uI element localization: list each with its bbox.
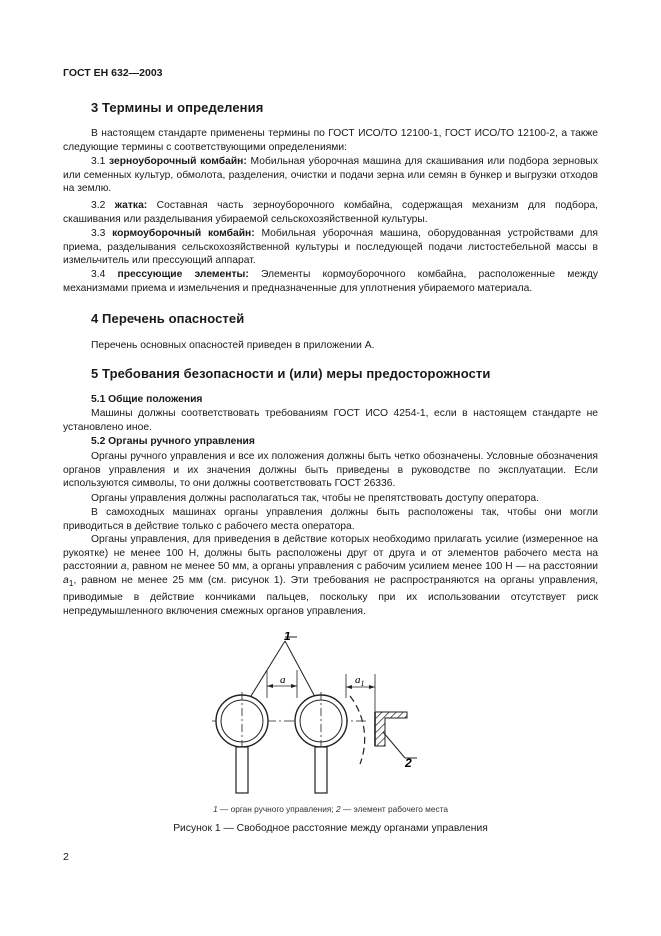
control-lever-left bbox=[236, 747, 248, 793]
section-3-intro: В настоящем стандарте применены термины по ГОСТ ИСО/ТО 12100-1, ГОСТ ИСО/ТО 12100-2, а также следующие термины с соответствующими определениями: bbox=[63, 128, 598, 153]
leader-2 bbox=[383, 732, 405, 758]
figure-label-2: 2 bbox=[405, 756, 412, 770]
page-number: 2 bbox=[63, 851, 69, 863]
section-5-title: 5 Требования безопасности и (или) меры предосторожности bbox=[91, 366, 491, 381]
section-5-1-text: Машины должны соответствовать требованиям ГОСТ ИСО 4254-1, если в настоящем стандарте не установлено иное. bbox=[63, 408, 598, 433]
term-3-3: 3.3 кормоуборочный комбайн: Мобильная уборочная машина, оборудованная устройствами для приема, разделывания сельскохозяйственной культуры и последующей подачи листостебельной массы в измельчитель или прессующий аппарат. bbox=[63, 228, 598, 267]
dim-a1-arrow-right bbox=[369, 685, 375, 689]
section-4-text: Перечень основных опасностей приведен в приложении А. bbox=[91, 340, 375, 351]
figure-label-1: 1 bbox=[284, 632, 291, 643]
dim-a1-label: $a_1$ bbox=[355, 674, 365, 688]
document-code: ГОСТ ЕН 632—2003 bbox=[63, 67, 163, 79]
section-3-title: 3 Термины и определения bbox=[91, 100, 264, 115]
section-5-1-title: 5.1 Общие положения bbox=[91, 394, 203, 405]
term-3-4: 3.4 прессующие элементы: Элементы кормоуборочного комбайна, расположенные между механизмами приема и измельчения и предназначенные для уплотнения убираемого материала. bbox=[63, 269, 598, 294]
section-5-2-para-1: Органы ручного управления и все их положения должны быть четко обозначены. Условные обозначения органов управления и их значения должны быть приведены в руководстве по эксплуатации. Если используются символы, то они должны соответствовать ГОСТ 26336. bbox=[63, 451, 598, 490]
figure-1-drawing bbox=[200, 632, 450, 797]
dim-a-label: a bbox=[280, 674, 286, 686]
figure-legend: 1 — орган ручного управления; 2 — элемент рабочего места bbox=[213, 804, 448, 814]
section-5-2-title: 5.2 Органы ручного управления bbox=[91, 436, 255, 447]
term-3-1: 3.1 зерноуборочный комбайн: Мобильная уборочная машина для скашивания или подбора зерновых или семенных культур, обмолота, разделения, очистки и подачи зерна или семян в бункер и выгрузки отходов на землю. bbox=[63, 156, 598, 195]
control-lever-right bbox=[315, 747, 327, 793]
section-5-2-para-2: Органы управления должны располагаться так, чтобы не препятствовать доступу оператора. bbox=[91, 493, 539, 504]
swing-arc bbox=[350, 696, 365, 764]
dim-a-arrow-right bbox=[291, 684, 297, 688]
section-5-2-para-4: Органы управления, для приведения в действие которых необходимо прилагать усилие (измеренное на рукоятке) не менее 100 Н, должны быть расположены друг от друга и от элементов рабочего места на расстоянии а, равном не менее 50 мм, а органы управления с рабочим усилием менее 100 Н — на расстоянии $а_1$, равном не менее 25 мм (см. рисунок 1). Эти требования не распространяются на органы управления, приводимые в действие кончиками пальцев, поскольку при их использовании отсутствует риск непредумышленного включения смежных органов управления. bbox=[63, 534, 598, 617]
section-5-2-para-3: В самоходных машинах органы управления должны быть расположены так, чтобы они могли приводиться в действие только с рабочего места оператора. bbox=[63, 507, 598, 532]
term-3-2: 3.2 жатка: Составная часть зерноуборочного комбайна, содержащая механизм для подбора, скашивания или разделывания убираемой сельскохозяйственной культуры. bbox=[63, 200, 598, 225]
section-4-title: 4 Перечень опасностей bbox=[91, 311, 245, 326]
dim-a-arrow-left bbox=[267, 684, 273, 688]
figure-caption: Рисунок 1 — Свободное расстояние между органами управления bbox=[173, 823, 488, 834]
dim-a1-arrow-left bbox=[346, 685, 352, 689]
